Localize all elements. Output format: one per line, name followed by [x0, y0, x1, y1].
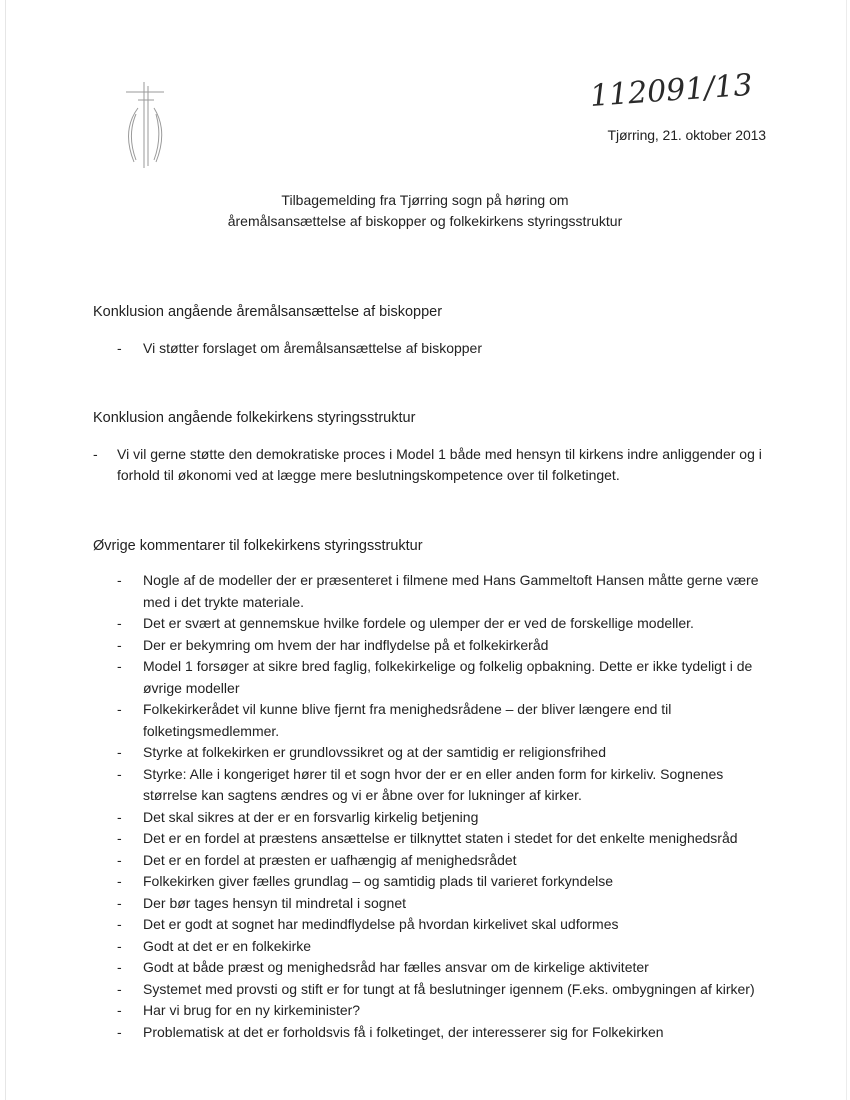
title-line-2: åremålsansættelse af biskopper og folkekirkens styringsstruktur — [227, 213, 623, 229]
list-item — [117, 656, 777, 699]
date-line: Tjørring, 21. oktober 2013 — [607, 127, 766, 143]
list-item-text: Problematisk at det er forholdsvis få i folketinget, der interesserer sig for Folkekirken — [143, 1023, 664, 1040]
bullet-dash: - — [117, 701, 122, 717]
list-item-text: Det er en fordel at præstens ansættelse er tilknyttet staten i stedet for det enkelte menighedsråd — [143, 830, 738, 846]
list-item — [117, 613, 777, 635]
list-item-text: Styrke: Alle i kongeriget hører til et sogn hvor der er en eller anden form for kirkeliv. Sognenes størrelse kan sagtens ændres og vi er åbne over for lukninger af kirker. — [143, 765, 724, 803]
list-item-text: Vi vil gerne støtte den demokratiske proces i Model 1 både med hensyn til kirkens indre anliggender og i forhold til økonomi ved at lægge mere beslutningskompetence over til folketinget. — [117, 446, 762, 483]
bullet-dash: - — [117, 851, 122, 868]
bullet-dash: - — [93, 446, 98, 462]
bullet-dash: - — [117, 873, 122, 889]
bullet-dash: - — [117, 959, 122, 975]
list-item-text: Har vi brug for en ny kirkeminister? — [143, 1002, 361, 1018]
bullet-dash: - — [117, 340, 122, 356]
list-item — [117, 570, 777, 613]
list-item-text: Folkekirkerådet vil kunne blive fjernt fra menighedsrådene – der bliver længere end til folketingsmedlemmer. — [143, 701, 672, 739]
document-title — [0, 190, 850, 232]
list-item — [117, 1000, 777, 1022]
list-item-text: Model 1 forsøger at sikre bred faglig, folkekirkelige og folkelig opbakning. Dette er ikke tydeligt i de øvrige modeller — [143, 658, 753, 696]
bullet-dash: - — [117, 980, 122, 997]
bullet-dash: - — [117, 744, 122, 760]
bullet-dash: - — [117, 830, 122, 846]
section-heading-other-comments: Øvrige kommentarer til folkekirkens styringsstruktur — [93, 538, 423, 554]
bullet-dash: - — [117, 894, 122, 911]
list-item — [117, 635, 777, 657]
comments-list — [117, 570, 777, 1043]
list-item — [117, 936, 777, 958]
list-item — [117, 850, 777, 872]
list-item-text: Styrke at folkekirken er grundlovssikret og at der samtidig er religionsfrihed — [143, 744, 606, 760]
bullet-dash: - — [117, 765, 122, 782]
church-cross-logo — [118, 80, 170, 172]
bullet-dash: - — [117, 808, 122, 825]
list-item-text: Det er en fordel at præsten er uafhængig af menighedsrådet — [143, 851, 517, 868]
list-item — [117, 828, 777, 850]
bullet-dash: - — [117, 636, 122, 653]
bullet-dash: - — [117, 937, 122, 954]
list-item-text: Det skal sikres at der er en forsvarlig kirkelig betjening — [143, 808, 479, 825]
list-item — [117, 764, 777, 807]
list-item — [93, 444, 783, 486]
list-item-text: Nogle af de modeller der er præsenteret i filmene med Hans Gammeltoft Hansen måtte gerne være med i det trykte materiale. — [143, 572, 759, 610]
list-item — [117, 871, 777, 893]
bullet-dash: - — [117, 1002, 122, 1018]
page-edge — [846, 0, 847, 1100]
list-item-text: Folkekirken giver fælles grundlag – og samtidig plads til varieret forkyndelse — [143, 873, 613, 889]
list-item-text: Der bør tages hensyn til mindretal i sognet — [143, 894, 407, 911]
list-item — [117, 957, 777, 979]
bullet-dash: - — [117, 572, 122, 588]
list-item-text: Godt at både præst og menighedsråd har fælles ansvar om de kirkelige aktiviteter — [143, 959, 649, 975]
bullet-dash: - — [117, 1023, 122, 1040]
list-item-text: Vi støtter forslaget om åremålsansættelse af biskopper — [143, 340, 483, 356]
list-item-text: Systemet med provsti og stift er for tungt at få beslutninger igennem (F.eks. ombygningen af kirker) — [143, 980, 755, 997]
page-edge — [5, 0, 6, 1100]
list-item — [117, 914, 777, 936]
list-item — [117, 699, 777, 742]
list-item-text: Det er svært at gennemskue hvilke fordele og ulemper der er ved de forskellige modeller. — [143, 615, 694, 631]
section-heading-bishops: Konklusion angående åremålsansættelse af biskopper — [93, 304, 443, 320]
list-item-text: Der er bekymring om hvem der har indflydelse på et folkekirkeråd — [143, 636, 549, 653]
list-item-text: Godt at det er en folkekirke — [143, 937, 312, 954]
title-line-1: Tilbagemelding fra Tjørring sogn på høring om — [281, 192, 569, 208]
bullet-dash: - — [117, 916, 122, 932]
list-item — [117, 807, 777, 829]
bullet-dash: - — [117, 615, 122, 631]
bullet-dash: - — [117, 658, 122, 674]
list-item — [117, 742, 777, 764]
svg-text:112091/13: 112091/13 — [588, 67, 754, 114]
list-item — [117, 979, 777, 1001]
list-item — [117, 893, 777, 915]
section-heading-governance: Konklusion angående folkekirkens styringsstruktur — [93, 410, 416, 426]
list-item — [117, 1022, 777, 1044]
list-item-text: Det er godt at sognet har medindflydelse på hvordan kirkelivet skal udformes — [143, 916, 619, 932]
handwritten-reference-number — [586, 66, 766, 118]
